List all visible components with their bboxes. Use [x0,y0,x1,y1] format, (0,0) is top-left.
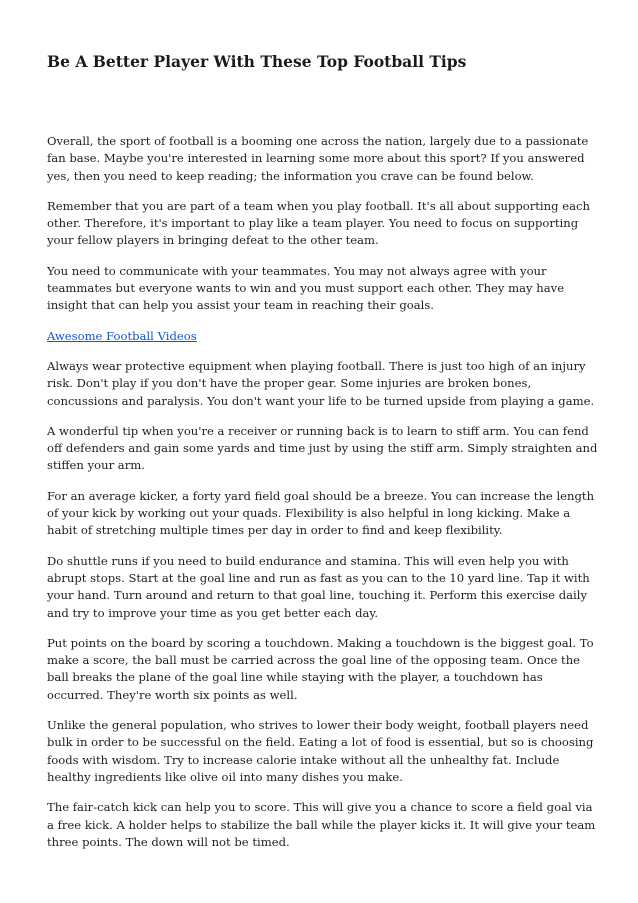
paragraph-touchdown: Put points on the board by scoring a touchdown. Making a touchdown is the biggest goal. To make a score, the ball must be carried across the goal line of the opposing team. Once the ball breaks the plane of the goal line while staying with the player, a touchdown has occurred. They're worth six points as well. [47,635,594,702]
paragraph-intro: Overall, the sport of football is a booming one across the nation, largely due to a passionate fan base. Maybe you're interested in learning some more about this sport? If you answered yes, then you need to keep reading; the information you crave can be found below. [47,134,589,183]
paragraph-protective-equipment: Always wear protective equipment when playing football. There is just too high of an injury risk. Don't play if you don't have the proper gear. Some injuries are broken bones, concussions and paralysis. You don't want your life to be turned upside from playing a game. [47,358,595,408]
paragraph-bulk: Unlike the general population, who strives to lower their body weight, football players need bulk in order to be successful on the field. Eating a lot of food is essential, but so is choosing foods with wisdom. Try to increase calorie intake without all the unhealthy fat. Include healthy ingredients like olive oil into many dishes you make. [47,718,594,784]
paragraph-kicker: For an average kicker, a forty yard field goal should be a breeze. You can increase the length of your kick by working out your quads. Flexibility is also helpful in long kicking. Make a habit of stretching multiple times per day in order to find and keep flexibility. [47,488,595,538]
paragraph-shuttle-runs: Do shuttle runs if you need to build endurance and stamina. This will even help you with abrupt stops. Start at the goal line and run as fast as you can to the 10 yard line. Tap it with your hand. Turn around and return to that goal line, touching it. Perform this exercise daily and try to improve your time as you get better each day. [47,553,590,620]
paragraph-stiff-arm: A wonderful tip when you're a receiver or running back is to learn to stiff arm. You can fend off defenders and gain some yards and time just by using the stiff arm. Simply straighten and stiffen your arm. [47,423,598,473]
paragraph-team-player: Remember that you are part of a team when you play football. It's all about supporting each other. Therefore, it's important to play like a team player. You need to focus on supporting your fellow players in bringing defeat to the other team. [47,198,590,248]
paragraph-communicate: You need to communicate with your teammates. You may not always agree with your teammates but everyone wants to win and you must support each other. They may have insight that can help you assist your team in reaching their goals. [47,263,565,313]
document-body [47,133,599,864]
awesome-football-videos-link[interactable]: Awesome Football Videos [47,328,197,343]
link-paragraph [47,328,599,345]
paragraph-fair-catch: The fair-catch kick can help you to score. This will give you a chance to score a field goal via a free kick. A holder helps to stabilize the ball while the player kicks it. It will give your team three points. The down will not be timed. [47,800,596,849]
document-title: Be A Better Player With These Top Football Tips [47,52,467,71]
